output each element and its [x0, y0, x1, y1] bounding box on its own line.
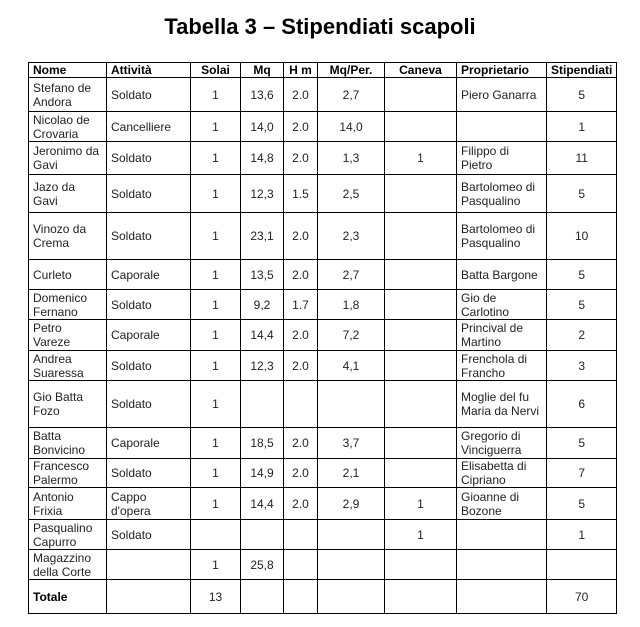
- table-cell: Elisabetta di Cipriano: [457, 459, 547, 488]
- table-cell: 1: [547, 112, 617, 142]
- table-cell: [547, 550, 617, 580]
- table-row: [29, 290, 617, 320]
- table-cell: Nicolao de Crovaria: [29, 112, 107, 142]
- table-cell: 5: [547, 78, 617, 112]
- table-cell: 1,8: [318, 290, 385, 320]
- table-row: [29, 320, 617, 351]
- table-cell: 5: [547, 260, 617, 290]
- table-cell: 1: [191, 290, 241, 320]
- table-cell: Soldato: [107, 213, 191, 260]
- table-cell: 10: [547, 213, 617, 260]
- table-cell: 1: [191, 428, 241, 459]
- table-cell: 4,1: [318, 351, 385, 381]
- table-cell: 7,2: [318, 320, 385, 351]
- table-cell: 14,0: [318, 112, 385, 142]
- table-row: [29, 213, 617, 260]
- table-cell: Antonio Frixia: [29, 488, 107, 520]
- table-cell: [385, 320, 457, 351]
- table-cell: [457, 112, 547, 142]
- table-cell: 12,3: [241, 175, 284, 213]
- total-cell: 70: [547, 580, 617, 614]
- total-label: Totale: [29, 580, 107, 614]
- table-cell: Filippo di Pietro: [457, 142, 547, 175]
- page-title: Tabella 3 – Stipendiati scapoli: [164, 14, 476, 39]
- table-row: [29, 175, 617, 213]
- table-cell: 1.5: [284, 175, 318, 213]
- total-cell: [457, 580, 547, 614]
- table-cell: 1: [191, 78, 241, 112]
- table-cell: Piero Ganarra: [457, 78, 547, 112]
- table-cell: 1.7: [284, 290, 318, 320]
- table-cell: 2.0: [284, 320, 318, 351]
- table-cell: 1: [547, 520, 617, 550]
- table-row: [29, 260, 617, 290]
- total-cell: [107, 580, 191, 614]
- table-cell: Soldato: [107, 290, 191, 320]
- column-header: H m: [284, 63, 318, 78]
- table-cell: 5: [547, 290, 617, 320]
- table-cell: Soldato: [107, 520, 191, 550]
- table-cell: 2,1: [318, 459, 385, 488]
- table-cell: [457, 550, 547, 580]
- table-cell: 2.0: [284, 213, 318, 260]
- column-header: Solai: [191, 63, 241, 78]
- table-cell: Soldato: [107, 351, 191, 381]
- column-header: Nome: [29, 63, 107, 78]
- table-cell: Bartolomeo di Pasqualino: [457, 175, 547, 213]
- table-cell: 25,8: [241, 550, 284, 580]
- table-cell: [385, 428, 457, 459]
- table-cell: Cancelliere: [107, 112, 191, 142]
- table-cell: [385, 175, 457, 213]
- table-cell: Gioanne di Bozone: [457, 488, 547, 520]
- table-cell: 1: [191, 142, 241, 175]
- table-cell: Jeronimo da Gavi: [29, 142, 107, 175]
- table-cell: 2.0: [284, 112, 318, 142]
- table-cell: Cappo d'opera: [107, 488, 191, 520]
- total-cell: [241, 580, 284, 614]
- table-cell: Batta Bargone: [457, 260, 547, 290]
- table-row: [29, 381, 617, 428]
- table-cell: [385, 550, 457, 580]
- table-cell: 18,5: [241, 428, 284, 459]
- table-cell: 1: [191, 260, 241, 290]
- table-cell: Gio de Carlotino: [457, 290, 547, 320]
- table-cell: 3,7: [318, 428, 385, 459]
- table-cell: Andrea Suaressa: [29, 351, 107, 381]
- table-cell: 1: [191, 112, 241, 142]
- table-cell: [457, 520, 547, 550]
- table-cell: [318, 520, 385, 550]
- table-cell: 9,2: [241, 290, 284, 320]
- table-cell: 2.0: [284, 351, 318, 381]
- table-row: [29, 550, 617, 580]
- table-cell: 2.0: [284, 428, 318, 459]
- table-cell: Pasqualino Capurro: [29, 520, 107, 550]
- column-header: Proprietario: [457, 63, 547, 78]
- table-cell: [385, 459, 457, 488]
- table-row: [29, 459, 617, 488]
- table-cell: Soldato: [107, 175, 191, 213]
- table-cell: Magazzino della Corte: [29, 550, 107, 580]
- table-cell: [284, 550, 318, 580]
- table-cell: 2.0: [284, 260, 318, 290]
- table-cell: Francesco Palermo: [29, 459, 107, 488]
- table-cell: 7: [547, 459, 617, 488]
- column-header: Attività: [107, 63, 191, 78]
- table-cell: 14,4: [241, 488, 284, 520]
- table-cell: Jazo da Gavi: [29, 175, 107, 213]
- total-cell: [318, 580, 385, 614]
- table-cell: [318, 381, 385, 428]
- table-cell: Caporale: [107, 428, 191, 459]
- table-cell: Vinozo da Crema: [29, 213, 107, 260]
- table-cell: 1: [191, 320, 241, 351]
- table-cell: Bartolomeo di Pasqualino: [457, 213, 547, 260]
- table-cell: [241, 520, 284, 550]
- table-cell: Gio Batta Fozo: [29, 381, 107, 428]
- table-cell: Soldato: [107, 142, 191, 175]
- table-cell: Soldato: [107, 381, 191, 428]
- total-cell: 13: [191, 580, 241, 614]
- column-header: Mq: [241, 63, 284, 78]
- table-cell: [385, 290, 457, 320]
- table-cell: 1: [385, 142, 457, 175]
- table-cell: Princival de Martino: [457, 320, 547, 351]
- table-cell: 2,9: [318, 488, 385, 520]
- total-cell: [284, 580, 318, 614]
- table-row: [29, 520, 617, 550]
- table-cell: [191, 520, 241, 550]
- table-cell: 1: [191, 550, 241, 580]
- stipendiati-table: [28, 62, 617, 614]
- table-cell: Stefano de Andora: [29, 78, 107, 112]
- table-cell: 14,4: [241, 320, 284, 351]
- table-cell: [107, 550, 191, 580]
- table-cell: [385, 351, 457, 381]
- table-cell: 5: [547, 175, 617, 213]
- table-cell: Batta Bonvicino: [29, 428, 107, 459]
- table-cell: 11: [547, 142, 617, 175]
- table-cell: 5: [547, 488, 617, 520]
- table-cell: [241, 381, 284, 428]
- column-header: Stipendiati: [547, 63, 617, 78]
- table-cell: 2.0: [284, 459, 318, 488]
- table-cell: Moglie del fu Maria da Nervi: [457, 381, 547, 428]
- table-row: [29, 78, 617, 112]
- table-cell: 14,0: [241, 112, 284, 142]
- table-cell: 2.0: [284, 142, 318, 175]
- table-cell: Caporale: [107, 260, 191, 290]
- table-header: [29, 63, 617, 78]
- table-cell: Caporale: [107, 320, 191, 351]
- table-cell: 2.0: [284, 488, 318, 520]
- table-row: [29, 351, 617, 381]
- table-cell: Soldato: [107, 78, 191, 112]
- table-cell: Curleto: [29, 260, 107, 290]
- table-cell: 1: [191, 459, 241, 488]
- table-cell: 2,7: [318, 260, 385, 290]
- table-cell: 2,7: [318, 78, 385, 112]
- table-cell: [385, 112, 457, 142]
- total-row: [29, 580, 617, 614]
- table-cell: [385, 260, 457, 290]
- table-cell: 13,5: [241, 260, 284, 290]
- table-cell: 2.0: [284, 78, 318, 112]
- table-row: [29, 142, 617, 175]
- table-cell: 12,3: [241, 351, 284, 381]
- table-cell: 2,5: [318, 175, 385, 213]
- table-cell: Petro Vareze: [29, 320, 107, 351]
- table-cell: [318, 550, 385, 580]
- table-cell: 6: [547, 381, 617, 428]
- table-cell: 5: [547, 428, 617, 459]
- table-cell: 1,3: [318, 142, 385, 175]
- table-cell: 14,9: [241, 459, 284, 488]
- table-row: [29, 428, 617, 459]
- table-row: [29, 488, 617, 520]
- table-cell: 14,8: [241, 142, 284, 175]
- table-cell: [385, 381, 457, 428]
- table-cell: 1: [191, 351, 241, 381]
- table-cell: 1: [191, 213, 241, 260]
- column-header: Caneva: [385, 63, 457, 78]
- table-cell: 23,1: [241, 213, 284, 260]
- table-cell: 2: [547, 320, 617, 351]
- table-cell: 1: [385, 520, 457, 550]
- column-header: Mq/Per.: [318, 63, 385, 78]
- total-cell: [385, 580, 457, 614]
- table-cell: [284, 520, 318, 550]
- table-cell: 3: [547, 351, 617, 381]
- table-cell: Domenico Fernano: [29, 290, 107, 320]
- table-cell: [385, 78, 457, 112]
- table-cell: 1: [191, 488, 241, 520]
- table-cell: 2,3: [318, 213, 385, 260]
- table-row: [29, 112, 617, 142]
- table-cell: 13,6: [241, 78, 284, 112]
- table-cell: 1: [191, 175, 241, 213]
- table-cell: [284, 381, 318, 428]
- table-cell: Soldato: [107, 459, 191, 488]
- table-cell: 1: [191, 381, 241, 428]
- table-cell: Frenchola di Francho: [457, 351, 547, 381]
- table-cell: Gregorio di Vinciguerra: [457, 428, 547, 459]
- table-cell: [385, 213, 457, 260]
- table-cell: 1: [385, 488, 457, 520]
